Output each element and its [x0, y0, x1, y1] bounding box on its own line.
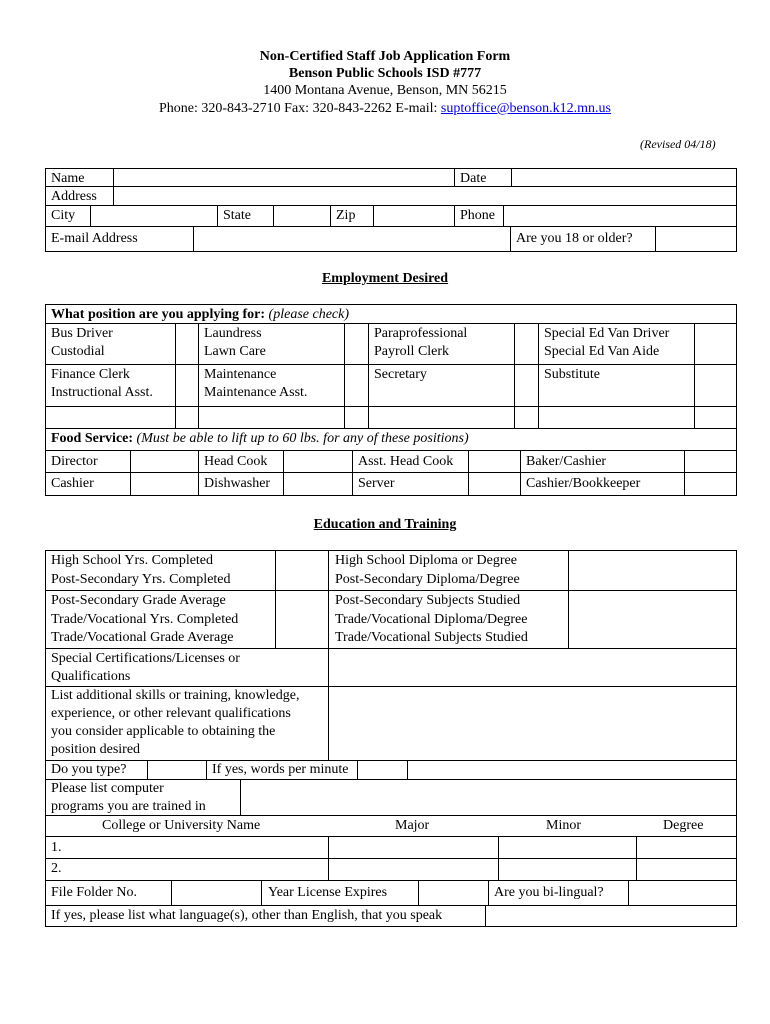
- skills-label-line2: experience, or other relevant qualifications: [51, 706, 291, 721]
- phone-field[interactable]: [504, 206, 736, 226]
- tv-subjects-label: Trade/Vocational Subjects Studied: [335, 630, 528, 645]
- skills-label-line3: you consider applicable to obtaining the: [51, 724, 276, 739]
- college-1-field[interactable]: [62, 837, 328, 858]
- checkbox-food-2[interactable]: [284, 451, 352, 496]
- food-server: Server: [358, 476, 395, 491]
- col-minor: Minor: [546, 818, 581, 833]
- college-row-1: 1.: [51, 840, 62, 855]
- ps-years-label: Post-Secondary Yrs. Completed: [51, 572, 231, 587]
- position-maintenance-asst: Maintenance Asst.: [204, 385, 308, 400]
- certs-field[interactable]: [329, 649, 737, 686]
- license-expires-field[interactable]: [419, 881, 488, 905]
- ps-diploma-label: Post-Secondary Diploma/Degree: [335, 572, 520, 587]
- email-label: E-mail Address: [51, 231, 138, 246]
- programs-label-line2: programs you are trained in: [51, 799, 206, 814]
- position-finance-clerk: Finance Clerk: [51, 367, 130, 382]
- checkbox-food-1[interactable]: [131, 451, 198, 496]
- type-field[interactable]: [148, 761, 206, 779]
- food-director: Director: [51, 454, 98, 469]
- district-name: Benson Public Schools ISD #777: [288, 66, 482, 81]
- food-cashier-bookkeeper: Cashier/Bookkeeper: [526, 476, 641, 491]
- age-field[interactable]: [656, 227, 736, 252]
- city-field[interactable]: [91, 206, 217, 226]
- certs-label-line2: Qualifications: [51, 669, 131, 684]
- checkbox-col3-a[interactable]: [515, 324, 538, 364]
- edu-field-3[interactable]: [569, 551, 737, 590]
- phone-label: Phone: [460, 208, 495, 223]
- food-service-note: (Must be able to lift up to 60 lbs. for any of these positions): [133, 431, 469, 446]
- position-question-hint: (please check): [265, 307, 349, 322]
- bilingual-label: Are you bi-lingual?: [494, 885, 604, 900]
- skills-field[interactable]: [329, 687, 737, 760]
- skills-label-line1: List additional skills or training, knowledge,: [51, 688, 300, 703]
- certs-label-line1: Special Certifications/Licenses or: [51, 651, 240, 666]
- district-address: 1400 Montana Avenue, Benson, MN 56215: [263, 83, 507, 98]
- food-service-title: Food Service:: [51, 431, 134, 446]
- zip-label: Zip: [336, 208, 356, 223]
- col-degree: Degree: [663, 818, 704, 833]
- zip-field[interactable]: [374, 206, 454, 226]
- name-label: Name: [51, 171, 85, 186]
- checkbox-col2-a[interactable]: [345, 324, 368, 364]
- wpm-field[interactable]: [358, 761, 407, 779]
- ps-grade-label: Post-Secondary Grade Average: [51, 593, 226, 608]
- file-folder-label: File Folder No.: [51, 885, 137, 900]
- checkbox-col3-b[interactable]: [515, 365, 538, 406]
- checkbox-col2-b[interactable]: [345, 365, 368, 406]
- food-head-cook: Head Cook: [204, 454, 268, 469]
- age-label: Are you 18 or older?: [516, 231, 633, 246]
- contact-text: Phone: 320-843-2710 Fax: 320-843-2262 E-mail:: [158, 101, 441, 116]
- city-label: City: [51, 208, 76, 223]
- file-folder-field[interactable]: [172, 881, 261, 905]
- languages-field[interactable]: [486, 906, 737, 927]
- hs-years-label: High School Yrs. Completed: [51, 553, 214, 568]
- revised-date: (Revised 04/18): [640, 137, 716, 151]
- name-field[interactable]: [114, 169, 454, 186]
- ps-subjects-label: Post-Secondary Subjects Studied: [335, 593, 521, 608]
- date-label: Date: [460, 171, 487, 186]
- bilingual-field[interactable]: [629, 881, 737, 905]
- email-link[interactable]: suptoffice@benson.k12.mn.us: [440, 101, 612, 116]
- date-field[interactable]: [512, 169, 736, 186]
- state-label: State: [223, 208, 251, 223]
- position-secretary: Secretary: [374, 367, 427, 382]
- food-baker-cashier: Baker/Cashier: [526, 454, 607, 469]
- tv-years-label: Trade/Vocational Yrs. Completed: [51, 612, 239, 627]
- col-major: Major: [395, 818, 430, 833]
- programs-label-line1: Please list computer: [51, 781, 164, 796]
- position-custodial: Custodial: [51, 344, 105, 359]
- food-cashier: Cashier: [51, 476, 94, 491]
- position-question: [51, 307, 349, 323]
- position-question-text: What position are you applying for:: [51, 307, 266, 322]
- email-field[interactable]: [194, 227, 510, 252]
- address-label: Address: [51, 189, 97, 204]
- food-dishwasher: Dishwasher: [204, 476, 271, 491]
- education-heading: Education and Training: [313, 517, 457, 532]
- position-sped-van-driver: Special Ed Van Driver: [544, 326, 670, 341]
- tv-grade-label: Trade/Vocational Grade Average: [51, 630, 234, 645]
- edu-field-2[interactable]: [276, 591, 328, 648]
- position-paraprofessional: Paraprofessional: [374, 326, 468, 341]
- position-substitute: Substitute: [544, 367, 601, 382]
- checkbox-food-3[interactable]: [469, 451, 520, 496]
- wpm-label: If yes, words per minute: [212, 762, 349, 777]
- position-lawn-care: Lawn Care: [204, 344, 266, 359]
- college-row-2: 2.: [51, 861, 62, 876]
- food-asst-head-cook: Asst. Head Cook: [358, 454, 454, 469]
- tv-diploma-label: Trade/Vocational Diploma/Degree: [335, 612, 528, 627]
- state-field[interactable]: [274, 206, 330, 226]
- college-2-field[interactable]: [62, 859, 328, 880]
- checkbox-col1-a[interactable]: [176, 324, 198, 364]
- position-bus-driver: Bus Driver: [51, 326, 113, 341]
- position-sped-van-aide: Special Ed Van Aide: [544, 344, 660, 359]
- license-expires-label: Year License Expires: [268, 885, 388, 900]
- skills-label-line4: position desired: [51, 742, 141, 757]
- position-payroll-clerk: Payroll Clerk: [374, 344, 450, 359]
- form-title: Non-Certified Staff Job Application Form: [259, 49, 511, 64]
- address-field[interactable]: [114, 187, 736, 205]
- food-service-label: [51, 431, 469, 447]
- languages-label: If yes, please list what language(s), other than English, that you speak: [51, 908, 443, 923]
- contact-line: [0, 100, 770, 117]
- edu-field-4[interactable]: [569, 591, 737, 648]
- position-laundress: Laundress: [204, 326, 262, 341]
- programs-field[interactable]: [241, 780, 737, 815]
- checkbox-col4-a[interactable]: [695, 324, 737, 364]
- hs-diploma-label: High School Diploma or Degree: [335, 553, 517, 568]
- type-question: Do you type?: [51, 762, 127, 777]
- employment-heading: Employment Desired: [321, 271, 449, 286]
- checkbox-col1-b[interactable]: [176, 365, 198, 406]
- position-instructional-asst: Instructional Asst.: [51, 385, 153, 400]
- edu-field-1[interactable]: [276, 551, 328, 590]
- checkbox-food-4[interactable]: [685, 451, 737, 496]
- col-college: College or University Name: [102, 818, 261, 833]
- checkbox-col4-b[interactable]: [695, 365, 737, 406]
- position-maintenance: Maintenance: [204, 367, 277, 382]
